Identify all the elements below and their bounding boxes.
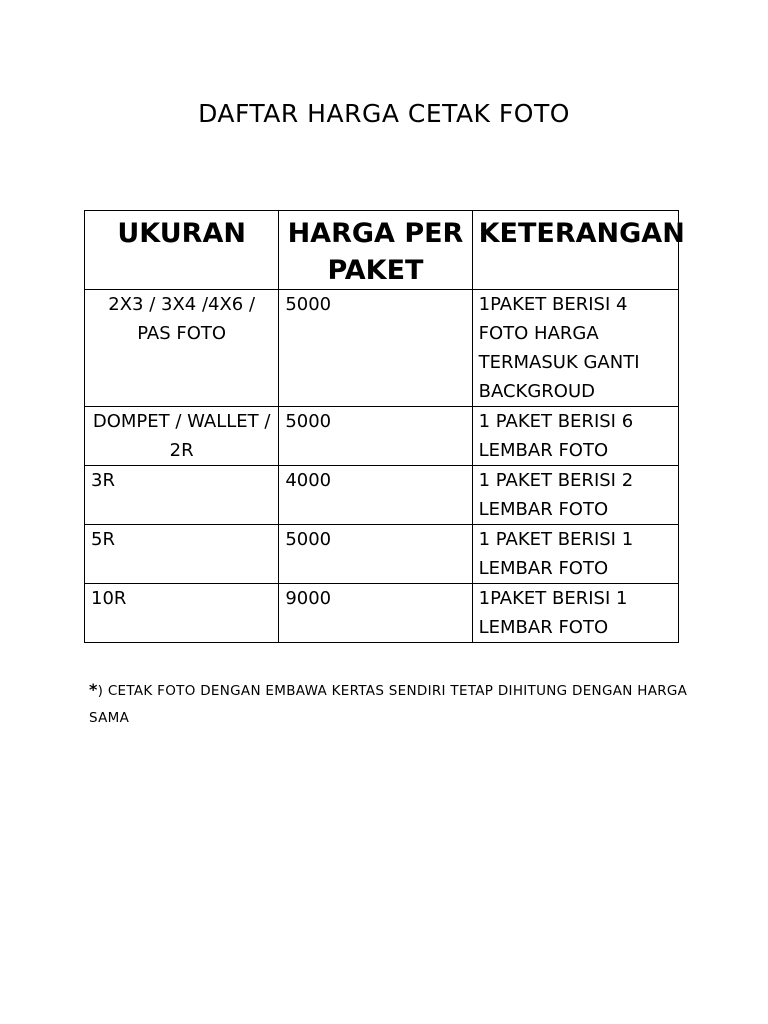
price-table [84, 210, 685, 643]
table-header-row [85, 211, 679, 290]
table-row [85, 584, 679, 643]
footnote-marker: * [89, 680, 98, 699]
cell-ukuran: 3R [85, 466, 279, 525]
cell-keterangan: 1PAKET BERISI 1 LEMBAR FOTO [472, 584, 678, 643]
header-harga-per-paket: HARGA PER PAKET [279, 211, 472, 290]
cell-ukuran: 2X3 / 3X4 /4X6 / PAS FOTO [85, 290, 279, 407]
page-title: DAFTAR HARGA CETAK FOTO [198, 99, 570, 128]
cell-ukuran: DOMPET / WALLET / 2R [85, 407, 279, 466]
footnote-text: ) CETAK FOTO DENGAN EMBAWA KERTAS SENDIRI TETAP DIHITUNG DENGAN HARGA SAMA [89, 683, 688, 726]
footnote [89, 676, 689, 732]
cell-ukuran: 10R [85, 584, 279, 643]
cell-keterangan: 1 PAKET BERISI 1 LEMBAR FOTO [472, 525, 678, 584]
table-row [85, 466, 679, 525]
cell-harga: 4000 [279, 466, 472, 525]
cell-harga: 5000 [279, 525, 472, 584]
table-row [85, 525, 679, 584]
cell-ukuran: 5R [85, 525, 279, 584]
cell-harga: 9000 [279, 584, 472, 643]
table-row [85, 290, 679, 407]
cell-harga: 5000 [279, 290, 472, 407]
cell-harga: 5000 [279, 407, 472, 466]
cell-keterangan: 1 PAKET BERISI 6 LEMBAR FOTO [472, 407, 678, 466]
cell-keterangan: 1PAKET BERISI 4 FOTO HARGA TERMASUK GANTI BACKGROUD [472, 290, 678, 407]
header-keterangan: KETERANGAN [472, 211, 678, 290]
header-ukuran: UKURAN [85, 211, 279, 290]
cell-keterangan: 1 PAKET BERISI 2 LEMBAR FOTO [472, 466, 678, 525]
table-row [85, 407, 679, 466]
